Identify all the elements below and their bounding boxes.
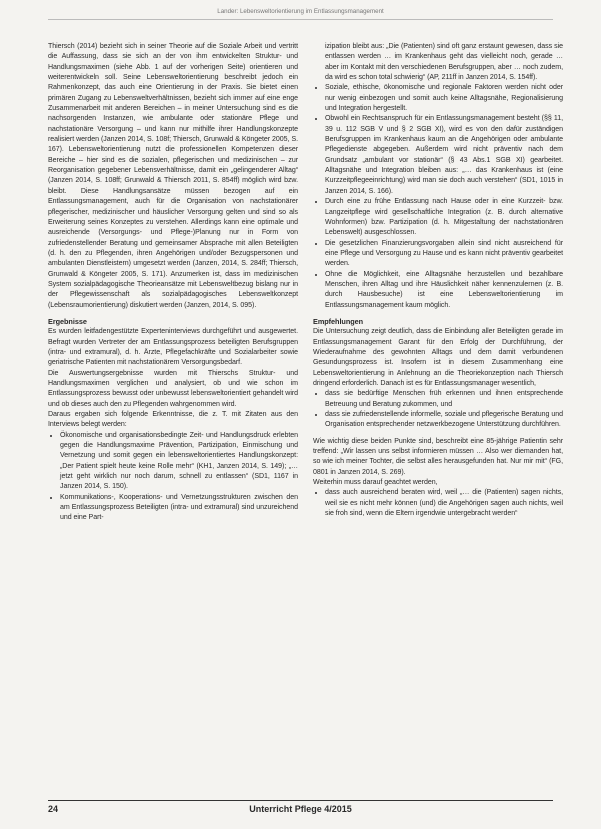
continued-paragraph: izipation bleibt aus: „Die (Patienten) sind oft ganz erstaunt gewesen, dass sie entlassen werden … im Krankenhaus geht das vielleicht noch, gerade … aber im Kontakt mit den verschiedenen Berufsgruppen, aber … noch zudem, da wird es schon total schwierig“ (AP, 211ff in Janzen 2014, S. 154ff). xyxy=(325,43,563,82)
list-item: • Soziale, ethische, ökonomische und regionale Faktoren werden nicht oder nur wenig einbezogen und somit auch keine Alltagsnähe, Regionalisierung und Integration hergestellt. xyxy=(325,83,563,114)
page-footer xyxy=(48,800,553,818)
empfehlungen-paragraph-1: Die Untersuchung zeigt deutlich, dass die Einbindung aller Beteiligten gerade im Entlassungsmanagement Garant für den Erfolg der Durchführung, der Wiederaufnahme des gewohnten Alltags und dem damit verbundenen Gesundungsprozess ist. Insofern ist in diesem Zusammenhang eine Lebensweltorientierung in Anlehnung an die Theoriekonzeption nach Thiersch dringend erforderlich. Danach ist es für Entlassungsmanager wesentlich, xyxy=(313,328,563,387)
ergebnisse-paragraph-3: Daraus ergaben sich folgende Erkenntnisse, die z. T. mit Zitaten aus den Interviews belegt werden: xyxy=(48,411,298,429)
list-item: • Durch eine zu frühe Entlassung nach Hause oder in eine Kurzzeit- bzw. Langzeitpflege wird gesellschaftliche Integration (z. B. durch alternative Wohnformen) bzw. Partizipation (d. h. Mitgestaltung der nachstationären Lebenswelt) ausgeschlossen. xyxy=(325,197,563,238)
journal-name: Unterricht Pflege 4/2015 xyxy=(249,804,352,814)
list-item: • Die gesetzlichen Finanzierungsvorgaben allein sind nicht ausreichend für eine Pflege und Versorgung zu Hause und es kann nicht präventiv gearbeitet werden. xyxy=(325,239,563,270)
list-item: • Obwohl ein Rechtsanspruch für ein Entlassungsmanagement besteht (§§ 11, 39 u. 112 SGB V und § 2 SGB XI), wird es von den dafür zuständigen Berufsgruppen im Krankenhaus kaum an die Angehörigen oder ambulante Pflegedienste abgegeben. Außerdem wird nicht präventiv nach dem Grundsatz „ambulant vor stationär“ (§ 43 Abs.1 SGB XI) gearbeitet. Alltagsnähe und Integration bleiben aus: „… das Krankenhaus ist (eine Kurzzeitpflegeeinrichtung) wird man sie doch auch verstehen“ (SD1, 1015 in Janzen 2014, S. 166). xyxy=(325,114,563,197)
findings-list xyxy=(48,431,298,524)
list-item: • Kommunikations-, Kooperations- und Vernetzungsstrukturen zwischen den am Entlassungsprozess Beteiligten (intra- und extramural) sind unzureichend und eine Part- xyxy=(60,493,298,524)
section-heading-empfehlungen: Empfehlungen xyxy=(313,316,364,326)
running-header: Lander: Lebensweltorientierung im Entlassungsmanagement xyxy=(217,8,384,15)
ergebnisse-paragraph-1: Es wurden leitfadengestützte Experteninterviews durchgeführt und ausgewertet. Befragt wurden Vertreter der am Entlassungsprozess beteiligten Berufsgruppen (intra- und extramural), d. h. Ärzte, Pflegefachkräfte und Sozialarbeiter sowie geriatrische Patienten mit nachstationärem Versorgungsbedarf. xyxy=(48,328,298,367)
right-column xyxy=(313,42,563,519)
list-item: • Ökonomische und organisationsbedingte Zeit- und Handlungsdruck erlebten gegen die Handlungsmaxime Prävention, Partizipation, Einmischung und Vernetzung und somit gegen ein lebensweltorientiertes Handlungskonzept: „Der Patient spielt heute keine Rolle mehr“ (KH1, Janzen 2014, S. 149); „… jetzt geht wirklich nur noch darum, schnell zu entlassen“ (SD1, 1167 in Janzen 2014, S. 150). xyxy=(60,431,298,493)
section-heading-ergebnisse: Ergebnisse xyxy=(48,316,87,326)
intro-paragraph: Thiersch (2014) bezieht sich in seiner Theorie auf die Soziale Arbeit und vertritt die Auffassung, dass sie sich an der von ihm entwickelten Struktur- und Handlungsmaximen (siehe Abb. 1 auf der vorherigen Seite) orientieren und weiterentwickeln soll. Seine Lebensweltorientierung beschreibt jedoch ein Rahmenkonzept, das auch eine Orientierung in der Praxis. Sie bietet einen primären Zugang zu Lebensweltverhältnissen, bezieht sich immer auf eine enge Zusammenarbeit mit anderen Bereichen – in meiner Untersuchung sind es die nachsorgenden Instanzen, wie ambulante oder stationäre Pflege und nachstationäre Versorgung – und kann nur mithilfe ihrer Handlungskonzepte realisiert werden (Janzen 2014, S. 108f; Thiersch, Grunwald & Köngeter 2005, S. 167). Lebensweltorientierung nutzt die professionellen Kompetenzen dieser Bereiche – hier sind es die sozialen, pflegerischen und medizinischen – zur Reorganisation gegebener Lebensverhältnisse, damit ein „gelingenderer Alltag“ (Janzen 2014, S. 108ff; Grunwald & Thiersch 2011, S. 854ff) möglich wird bzw. bleibt. Diese Handlungsansätze müssen bezogen auf ein Entlassungsmanagement, auch für die Organisation von nachstationärer pflegerischer, medizinischer und häuslicher Versorgung gelten und sind so als Erweiterung seines Konzeptes zu verstehen. Allerdings kann eine optimale und ausreichende (Versorgungs- und Pflege-)Planung nur in Form von zufriedenstellender Beratung und gemeinsamer Absprache mit allen Beteiligten (d. h. den zu Pflegenden, ihren Angehörigen und/oder Bezugspersonen und ambulanten Dienstleistern) umgesetzt werden (Janzen, 2014, S. 284ff; Thiersch, Grunwald & Köngeter 2005, S. 171). Anzumerken ist, dass im medizinischen System sozialpädagogische Theorieansätze mit Lebensweltbezug bislang nur in der Pflegewissenschaft als sozialpädagogisches Lebensweltkonzept (Lebensraumorientierung) diskutiert werden (Janzen, 2014, S. 095). xyxy=(48,43,298,309)
ergebnisse-paragraph-2: Die Auswertungsergebnisse wurden mit Thierschs Struktur- und Handlungsmaximen verglichen und analysiert, ob und wie schon im Entlassungsprozess bewusst oder unbewusst lebensweltorientiert gehandelt wird und ob dieses auch den zu Pflegenden wahrgenommen wird. xyxy=(48,369,298,408)
empfehlungen-paragraph-2: Wie wichtig diese beiden Punkte sind, beschreibt eine 85-jährige Patientin sehr treffend: „Wir lassen uns selbst informieren müssen … Also wer diemanden hat, so wie ich meiner Tochter, die selbst alles herausgefunden hat. Nur mir mit“ (FG, 0801 in Janzen 2014, S. 269). xyxy=(313,437,563,476)
recommendations-list xyxy=(313,389,563,430)
empfehlungen-paragraph-3: Weiterhin muss darauf geachtet werden, xyxy=(313,479,438,487)
further-list xyxy=(313,488,563,519)
left-column xyxy=(48,42,298,524)
header-divider xyxy=(48,19,553,20)
list-item: • dass auch ausreichend beraten wird, weil „… die (Patienten) sagen nichts, weil sie es nicht mehr können (und) die Angehörigen sagen auch nichts, weil sie froh sind, wenn die Eltern irgendwie untergebracht werden“ xyxy=(325,488,563,519)
list-item: • Ohne die Möglichkeit, eine Alltagsnähe herzustellen und bezahlbare Menschen, ihren Alltag und ihre Häuslichkeit näher kennenzulernen (z. B. durch Hausbesuche) ist eine Lebensweltorientierung im Entlassungsmanagement kaum möglich. xyxy=(325,270,563,311)
list-item: • dass sie bedürftige Menschen früh erkennen und ihnen entsprechende Betreuung und Beratung zukommen, und xyxy=(325,389,563,410)
page-number: 24 xyxy=(48,804,59,814)
list-item: • dass sie zufriedenstellende informelle, soziale und pflegerische Beratung und Organisation entsprechender netzwerkbezogene Unterstützung durchführen. xyxy=(325,410,563,431)
findings-list-continued xyxy=(313,83,563,311)
